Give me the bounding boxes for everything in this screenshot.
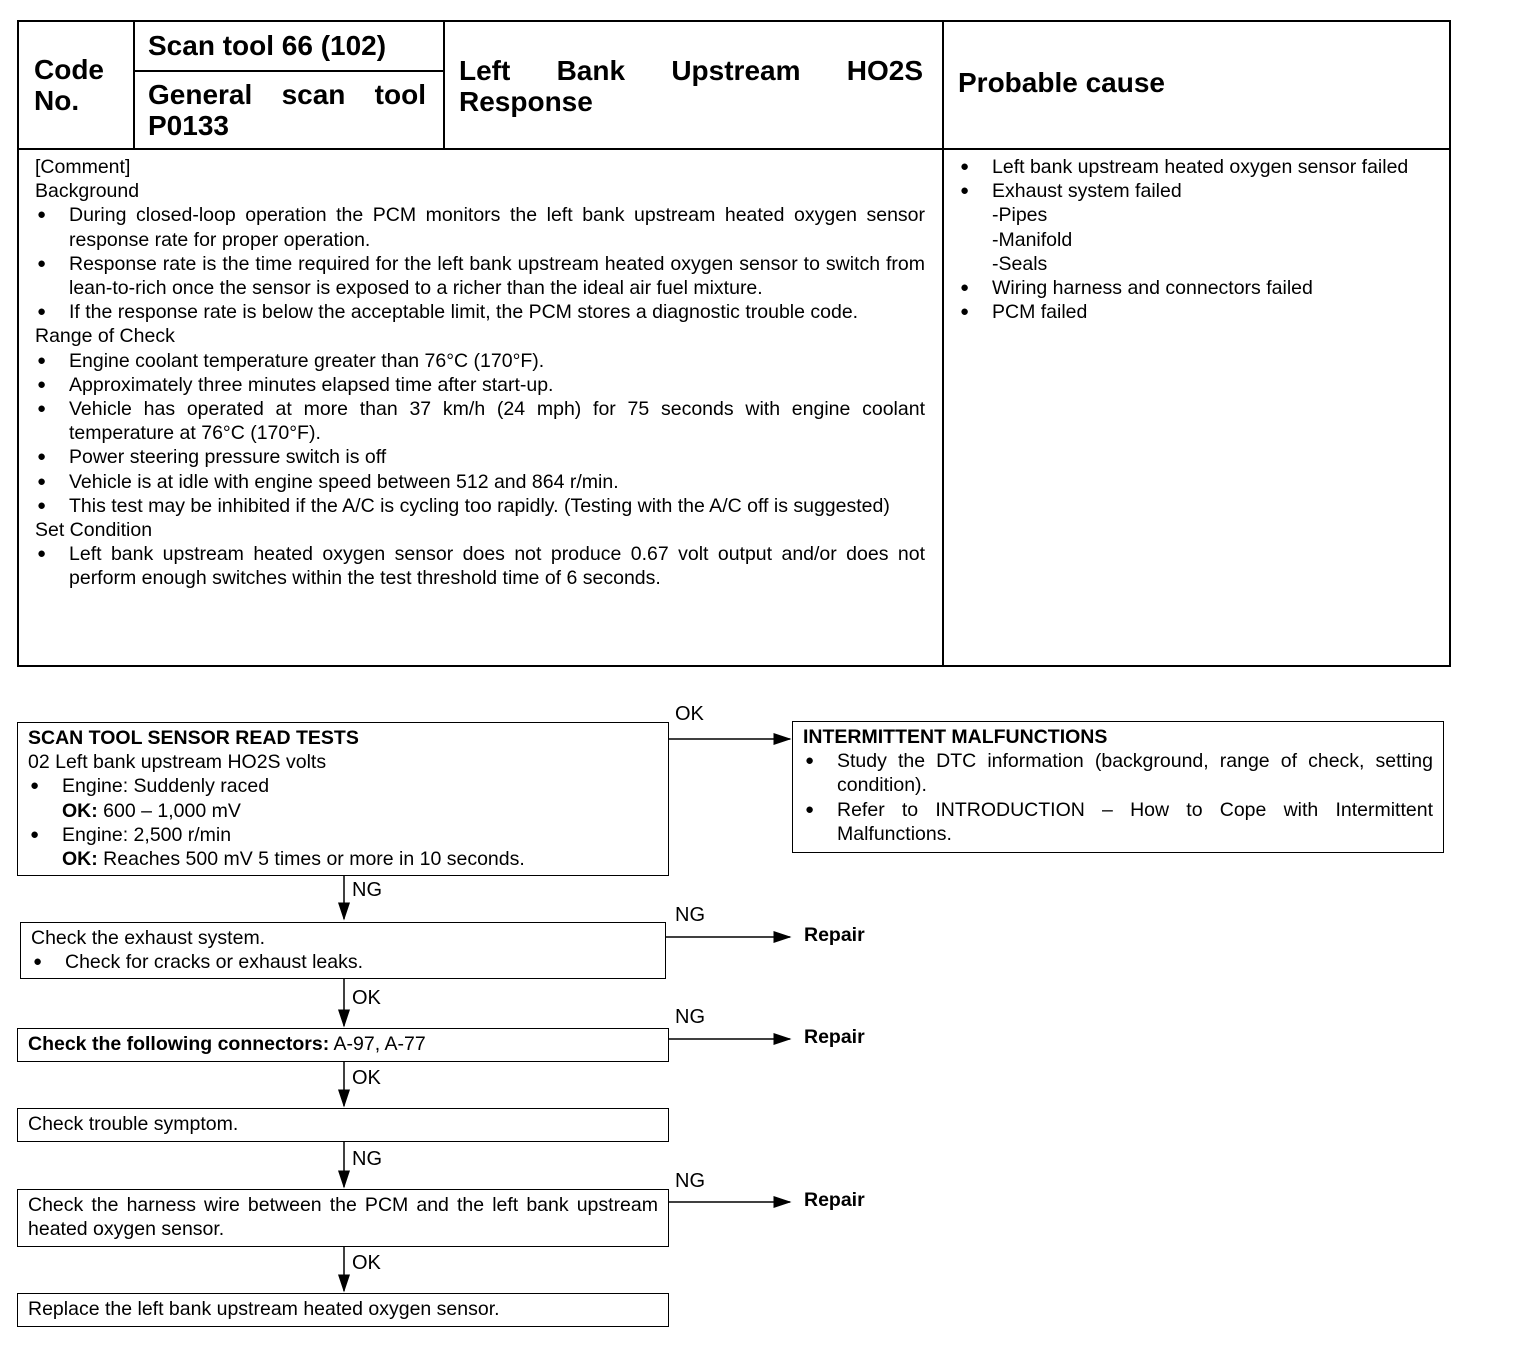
intermittent-bullet: ● Study the DTC information (background, range of check, setting condition). (803, 749, 1433, 797)
ng-label-arrow: NG (352, 879, 382, 901)
set-item: ● Left bank upstream heated oxygen sensor does not produce 0.67 volt output and/or does not perform enough switches within the test threshold time of 6 seconds. (35, 542, 925, 590)
range-item: ● Engine coolant temperature greater than 76°C (170°F). (35, 349, 925, 373)
repair-label: Repair (804, 924, 865, 946)
scan-test-bullet: ● Engine: Suddenly raced (28, 774, 658, 798)
trouble-symptom-text: Check trouble symptom. (28, 1113, 239, 1135)
ok-label-arrow: OK (352, 1252, 381, 1274)
repair-label: Repair (804, 1026, 865, 1048)
set-label: Set Condition (35, 519, 153, 542)
ok-label-arrow: OK (675, 703, 704, 725)
background-item: ● Response rate is the time required for the left bank upstream heated oxygen sensor to switch from lean-to-rich once the sensor is exposed to a richer than the ideal air fuel mixture. (35, 252, 925, 300)
harness-text: Check the harness wire between the PCM and the left bank upstream heated oxygen sensor. (28, 1194, 658, 1241)
connector-check-box (17, 1028, 669, 1062)
cause-item: ● Wiring harness and connectors failed (958, 276, 1428, 300)
scan-test-ok (28, 799, 658, 823)
ok-value: 600 – 1,000 mV (103, 799, 241, 822)
cause-item: ● Exhaust system failed (958, 179, 1428, 203)
scan-test-title: SCAN TOOL SENSOR READ TESTS (28, 727, 359, 749)
code-no-label: Code No. (34, 54, 104, 116)
range-item: ● Vehicle is at idle with engine speed between 512 and 864 r/min. (35, 470, 925, 494)
exhaust-check-box (20, 922, 666, 979)
intermittent-bullet: ● Refer to INTRODUCTION – How to Cope with Intermittent Malfunctions. (803, 798, 1433, 846)
scan-test-bullet: ● Engine: 2,500 r/min (28, 823, 658, 847)
intermittent-malfunctions-box (792, 721, 1444, 853)
comment-label: [Comment] (35, 156, 131, 178)
cause-subitem: -Seals (992, 252, 1048, 275)
range-item: ● This test may be inhibited if the A/C is cycling too rapidly. (Testing with the A/C off is suggested) (35, 494, 925, 518)
background-item: ● During closed-loop operation the PCM monitors the left bank upstream heated oxygen sensor response rate for proper operation. (35, 203, 925, 251)
replace-sensor-box (17, 1293, 669, 1327)
connector-label: Check the following connectors: (28, 1033, 330, 1055)
general-scan-tool-code: General scan tool P0133 (148, 79, 426, 141)
range-item: ● Vehicle has operated at more than 37 km/h (24 mph) for 75 seconds with engine coolant temperature at 76°C (170°F). (35, 397, 925, 445)
scan-test-ok (28, 847, 658, 871)
ng-label-arrow: NG (675, 1170, 705, 1192)
harness-check-box (17, 1189, 669, 1247)
scan-tool-code: Scan tool 66 (102) (148, 30, 387, 61)
exhaust-line: Check the exhaust system. (31, 927, 266, 949)
background-item: ● If the response rate is below the acceptable limit, the PCM stores a diagnostic trouble code. (35, 300, 925, 324)
range-label: Range of Check (35, 325, 175, 348)
ok-label: OK: (62, 848, 98, 871)
replace-text: Replace the left bank upstream heated oxygen sensor. (28, 1298, 500, 1320)
probable-cause-label: Probable cause (958, 67, 1165, 98)
range-item: ● Power steering pressure switch is off (35, 445, 925, 469)
scan-tool-test-box (17, 722, 669, 876)
ok-value: Reaches 500 mV 5 times or more in 10 seconds. (103, 848, 525, 871)
ng-label-arrow: NG (675, 1006, 705, 1028)
repair-label: Repair (804, 1189, 865, 1211)
ok-label-arrow: OK (352, 1067, 381, 1089)
ok-label: OK: (62, 799, 98, 822)
connector-value: A-97, A-77 (333, 1033, 426, 1055)
intermittent-title: INTERMITTENT MALFUNCTIONS (803, 726, 1108, 748)
cause-subitem: -Pipes (992, 204, 1048, 227)
range-item: ● Approximately three minutes elapsed time after start-up. (35, 373, 925, 397)
trouble-symptom-box (17, 1108, 669, 1142)
page-title: Left Bank Upstream HO2S Response (459, 55, 923, 117)
ng-label-arrow: NG (352, 1148, 382, 1170)
cause-item: ● Left bank upstream heated oxygen sensor failed (958, 155, 1428, 179)
background-label: Background (35, 180, 140, 203)
exhaust-bullet: ● Check for cracks or exhaust leaks. (31, 950, 655, 974)
cause-item: ● PCM failed (958, 300, 1428, 324)
ok-label-arrow: OK (352, 987, 381, 1009)
ng-label-arrow: NG (675, 904, 705, 926)
cause-subitem: -Manifold (992, 228, 1073, 251)
scan-test-line: 02 Left bank upstream HO2S volts (28, 751, 327, 774)
